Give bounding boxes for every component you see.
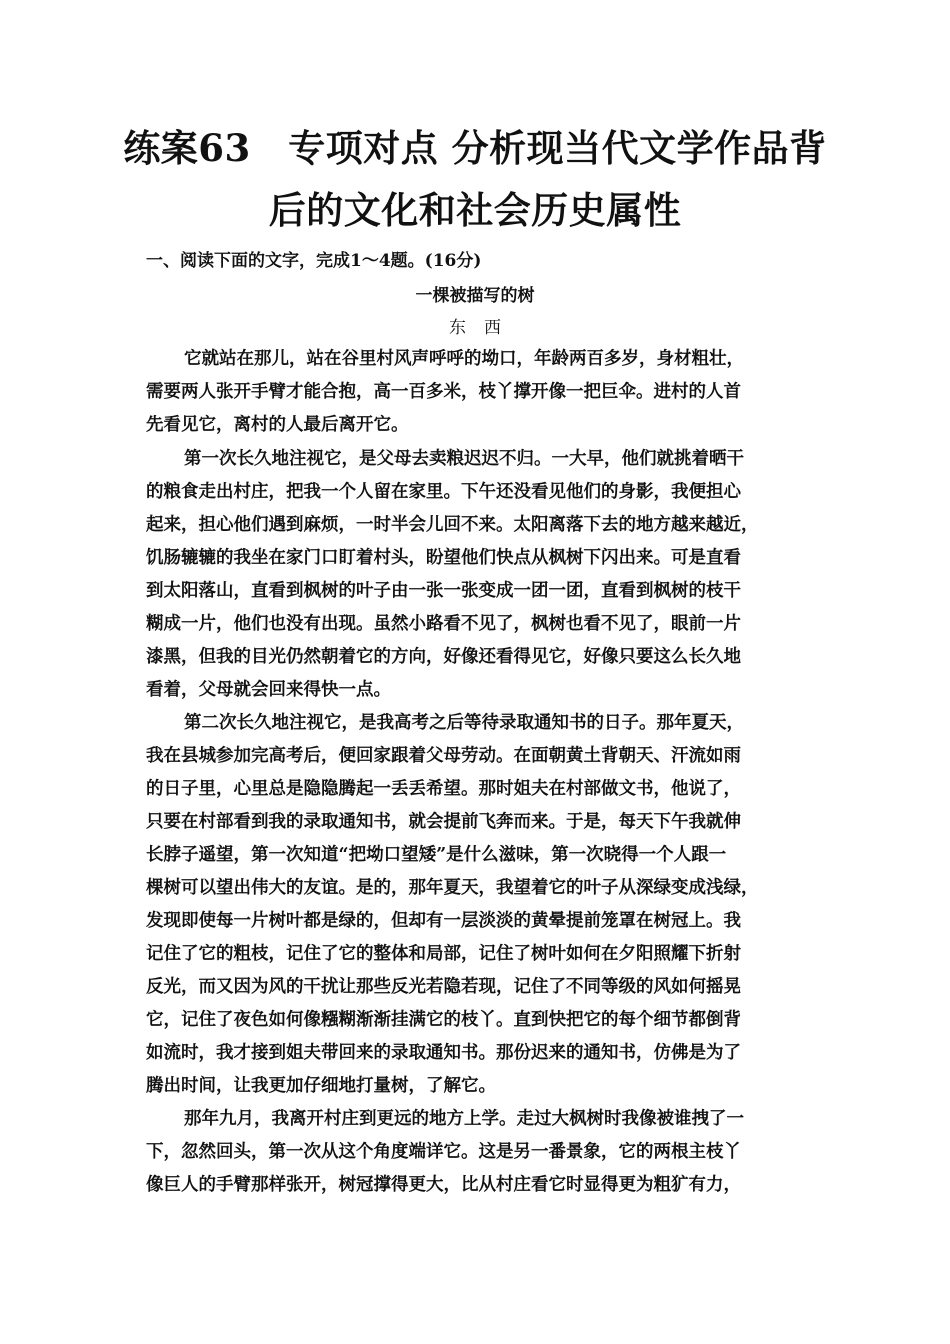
text-line: 到太阳落山，直看到枫树的叶子由一张一张变成一团一团，直看到枫树的枝干 — [146, 581, 741, 601]
text-line: 腾出时间，让我更加仔细地打量树，了解它。 — [146, 1076, 496, 1096]
text-line: 饥肠辘辘的我坐在家门口盯着村头，盼望他们快点从枫树下闪出来。可是直看 — [146, 548, 741, 568]
text-line: 如流时，我才接到姐夫带回来的录取通知书。那份迟来的通知书，仿佛是为了 — [146, 1043, 741, 1063]
text-line: 记住了它的粗枝，记住了它的整体和局部，记住了树叶如何在夕阳照耀下折射 — [146, 944, 741, 964]
text-line: 长脖子遥望，第一次知道“把坳口望矮”是什么滋味，第一次晓得一个人跟一 — [146, 845, 727, 865]
text-line: 它就站在那儿，站在谷里村风声呼呼的坳口，年龄两百多岁，身材粗壮， — [184, 349, 744, 369]
text-line: 那年九月，我离开村庄到更远的地方上学。走过大枫树时我像被谁拽了一 — [184, 1109, 744, 1129]
text-line: 漆黑，但我的目光仍然朝着它的方向，好像还看得见它，好像只要这么长久地 — [146, 647, 741, 667]
text-line: 反光，而又因为风的干扰让那些反光若隐若现，记住了不同等级的风如何摇晃 — [146, 977, 741, 997]
text-line: 第一次长久地注视它，是父母去卖粮迟迟不归。一大早，他们就挑着晒干 — [184, 449, 744, 469]
article-title: 一棵被描写的树 — [415, 286, 535, 306]
text-line: 它，记住了夜色如何像糨糊渐渐挂满它的枝丫。直到快把它的每个细节都倒背 — [146, 1010, 741, 1030]
text-line: 看着，父母就会回来得快一点。 — [146, 680, 391, 700]
page-title-line-1: 练案63 专项对点 分析现当代文学作品背 — [123, 126, 827, 170]
text-line: 像巨人的手臂那样张开，树冠撑得更大，比从村庄看它时显得更为粗犷有力， — [146, 1175, 741, 1195]
article-author: 东西 — [449, 318, 519, 338]
text-line: 的日子里，心里总是隐隐腾起一丢丢希望。那时姐夫在村部做文书，他说了， — [146, 779, 741, 799]
section-heading: 一、阅读下面的文字，完成1～4题。(16分) — [146, 251, 482, 271]
text-line: 的粮食走出村庄，把我一个人留在家里。下午还没看见他们的身影，我便担心 — [146, 482, 741, 502]
text-line: 只要在村部看到我的录取通知书，就会提前飞奔而来。于是，每天下午我就伸 — [146, 812, 741, 832]
text-line: 先看见它，离村的人最后离开它。 — [146, 415, 409, 435]
text-line: 下，忽然回头，第一次从这个角度端详它。这是另一番景象，它的两根主枝丫 — [146, 1142, 741, 1162]
text-line: 棵树可以望出伟大的友谊。是的，那年夏天，我望着它的叶子从深绿变成浅绿， — [146, 878, 759, 898]
text-line: 第二次长久地注视它，是我高考之后等待录取通知书的日子。那年夏天， — [184, 713, 744, 733]
text-line: 发现即使每一片树叶都是绿的，但却有一层淡淡的黄晕提前笼罩在树冠上。我 — [146, 911, 741, 931]
page-title-line-2: 后的文化和社会历史属性 — [268, 188, 682, 232]
text-line: 糊成一片，他们也没有出现。虽然小路看不见了，枫树也看不见了，眼前一片 — [146, 614, 741, 634]
text-line: 我在县城参加完高考后，便回家跟着父母劳动。在面朝黄土背朝天、汗流如雨 — [146, 746, 741, 766]
text-line: 需要两人张开手臂才能合抱，高一百多米，枝丫撑开像一把巨伞。进村的人首 — [146, 382, 741, 402]
text-line: 起来，担心他们遇到麻烦，一时半会儿回不来。太阳离落下去的地方越来越近， — [146, 515, 759, 535]
